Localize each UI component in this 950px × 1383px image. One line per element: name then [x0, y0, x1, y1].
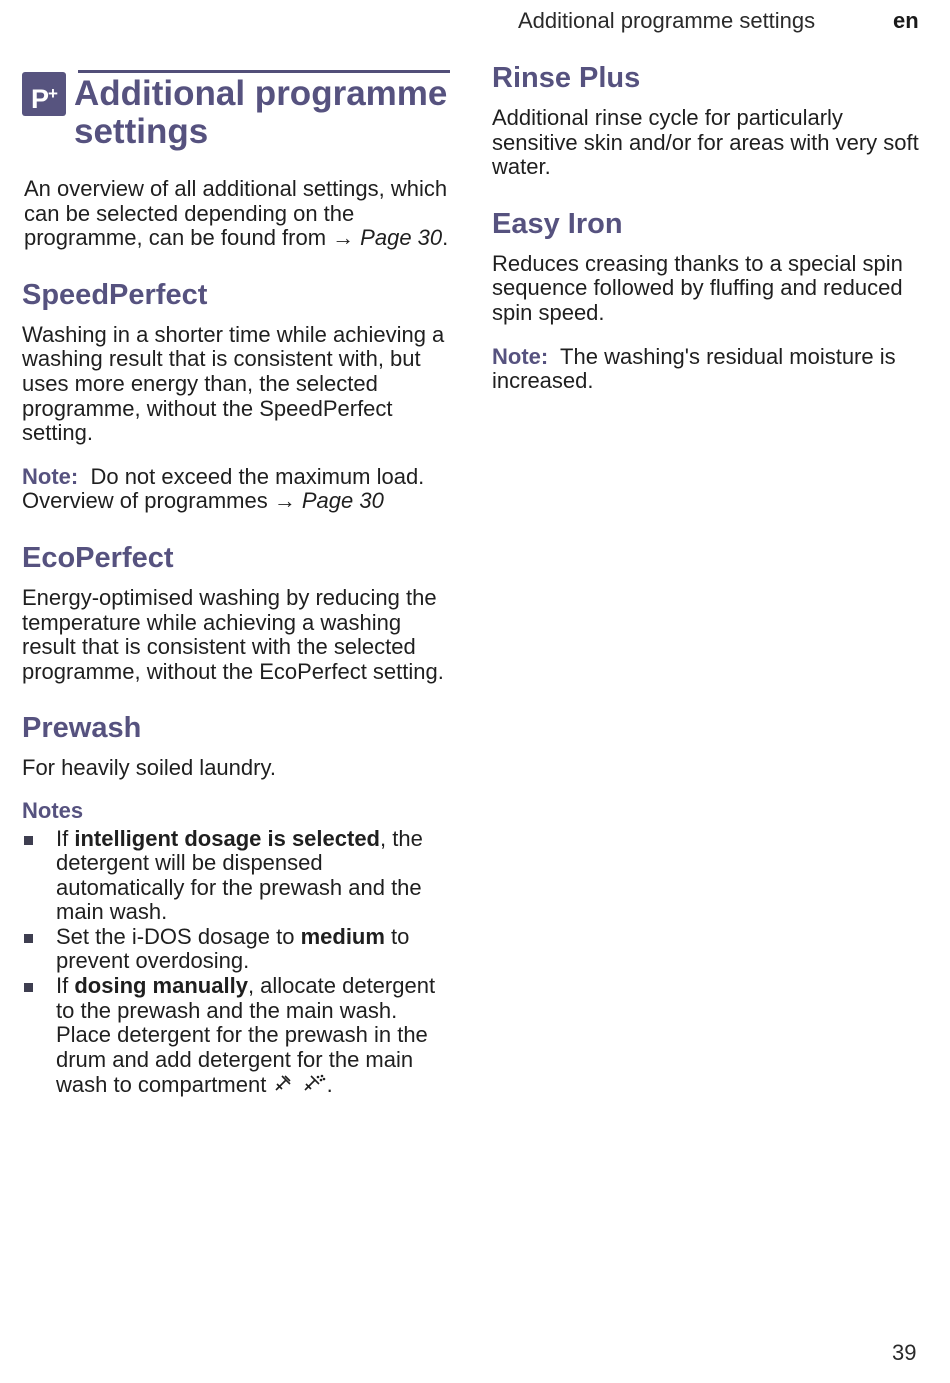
bullet-square-icon — [24, 983, 33, 992]
list-item: Set the i-DOS dosage to medium to prevent overdosing. — [22, 925, 450, 974]
intro-paragraph: An overview of all additional settings, which can be selected depending on the programme, can be found from → Page 30. — [24, 176, 449, 251]
easyiron-heading: Easy Iron — [492, 207, 623, 240]
speedperfect-note: Note: Do not exceed the maximum load. Overview of programmes → Page 30 — [22, 463, 425, 514]
list-item: If intelligent dosage is selected, the detergent will be dispensed automatically for the prewash and the main wash. — [22, 827, 450, 925]
programme-plus-icon: P+ — [22, 72, 66, 116]
list-item: If dosing manually, allocate detergent to the prewash and the main wash. Place detergent for the prewash in the drum and add detergent for the main wash to compartment . — [22, 974, 450, 1100]
easyiron-text: Reduces creasing thanks to a special spin sequence followed by fluffing and reduced spin speed. — [492, 250, 903, 325]
prewash-text: For heavily soiled laundry. — [22, 755, 276, 781]
reference-arrow-icon: → — [332, 225, 355, 251]
bullet-square-icon — [24, 836, 33, 845]
page-reference-link[interactable]: Page 30 — [360, 225, 443, 251]
detergent-compartment-icon — [272, 1072, 294, 1100]
ecoperfect-heading: EcoPerfect — [22, 541, 174, 574]
note-label: Note: — [22, 463, 79, 489]
easyiron-note: Note: The washing's residual moisture is increased. — [492, 343, 896, 394]
right-column — [492, 62, 932, 394]
speedperfect-heading: SpeedPerfect — [22, 278, 208, 311]
reference-arrow-icon: → — [273, 488, 296, 514]
prewash-notes-list — [22, 827, 450, 1101]
prewash-heading: Prewash — [22, 712, 142, 745]
rinseplus-heading: Rinse Plus — [492, 62, 641, 94]
prewash-compartment-icon — [301, 1072, 327, 1100]
left-column — [22, 66, 450, 1100]
page-reference-link[interactable]: Page 30 — [301, 488, 384, 514]
section-header — [22, 66, 450, 151]
bullet-square-icon — [24, 934, 33, 943]
speedperfect-text: Washing in a shorter time while achieving a washing result that is consistent with, but uses more energy than, the selected programme, without the SpeedPerfect setting. — [22, 321, 445, 446]
page-title: Additional programme settings — [74, 74, 448, 151]
page-number: 39 — [892, 1340, 917, 1365]
rinseplus-text: Additional rinse cycle for particularly sensitive skin and/or for areas with very soft water. — [492, 105, 919, 180]
notes-label: Notes — [22, 797, 84, 823]
heading-rule — [78, 70, 450, 73]
note-label: Note: — [492, 343, 549, 369]
language-code: en — [893, 8, 919, 33]
ecoperfect-text: Energy-optimised washing by reducing the temperature while achieving a washing result that is consistent with the selected programme, without the EcoPerfect setting. — [22, 584, 444, 684]
running-header-title: Additional programme settings — [518, 8, 816, 33]
